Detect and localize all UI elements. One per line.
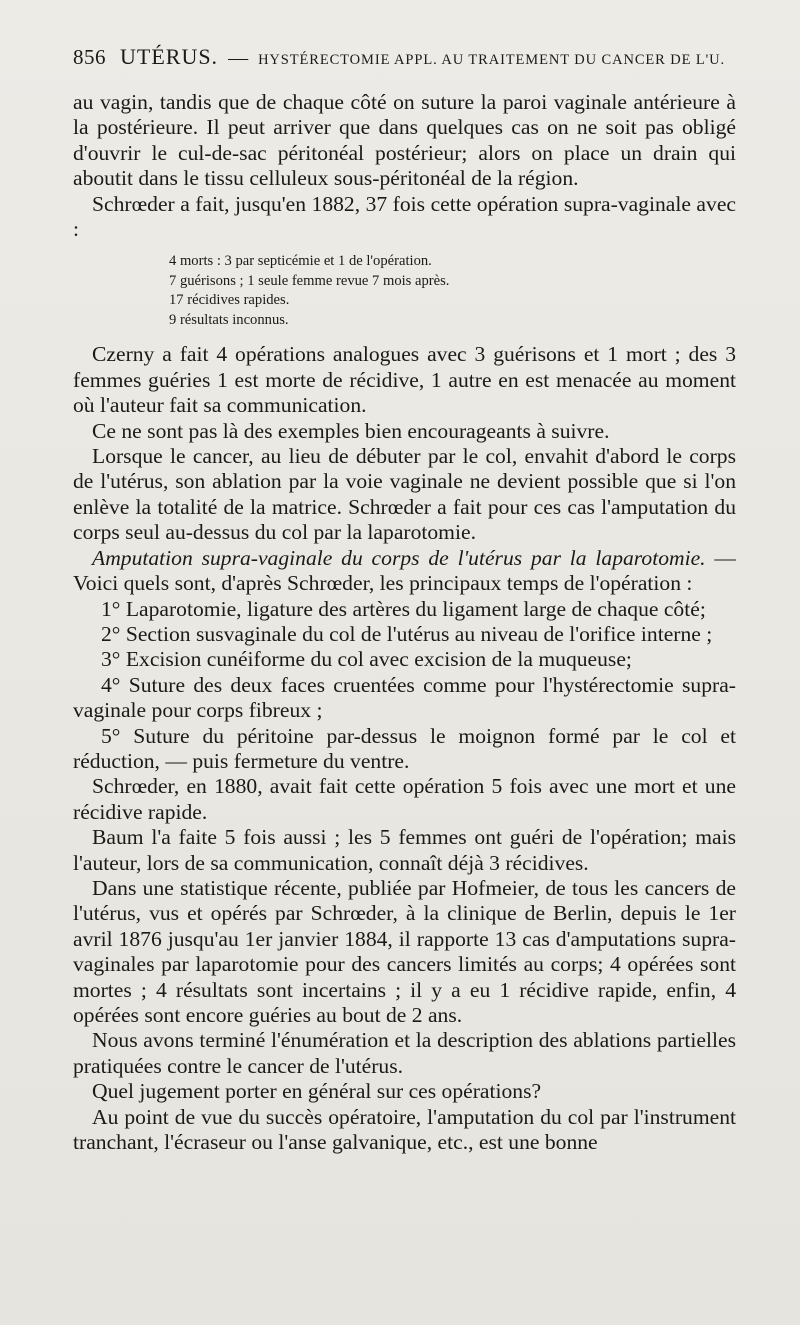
section-heading-paragraph	[73, 546, 736, 597]
paragraph: Lorsque le cancer, au lieu de débuter par le col, envahit d'abord le corps de l'utérus, son ablation par la voie vaginale ne devient possible que si l'on enlève la totalité de la matrice. Schrœder a fait pour ces cas l'amputation du corps seul au-dessus du col par la laparotomie.	[73, 444, 736, 545]
paragraph: Dans une statistique récente, publiée par Hofmeier, de tous les cancers de l'utérus, vus et opérés par Schrœder, à la clinique de Berlin, depuis le 1er avril 1876 jusqu'au 1er janvier 1884, il rapporte 13 cas d'amputations supra-vaginales par laparotomie pour des cancers limités au corps; 4 opérées sont mortes ; 4 résultats sont incertains ; il y a eu 1 récidive rapide, enfin, 4 opérées sont encore guéries au bout de 2 ans.	[73, 875, 736, 1027]
running-title: UTÉRUS.	[120, 44, 219, 69]
statistics-list	[169, 252, 736, 330]
paragraph: Nous avons terminé l'énumération et la description des ablations partielles pratiquées contre le cancer de l'utérus.	[73, 1028, 736, 1078]
paragraph: Quel jugement porter en général sur ces opérations?	[92, 1079, 542, 1104]
paragraph: au vagin, tandis que de chaque côté on suture la paroi vaginale antérieure à la postérieure. Il peut arriver que dans quelques cas on ne soit pas obligé d'ouvrir le cul-de-sac péritonéal postérieur; alors on place un drain qui aboutit dans le tissu celluleux sous-péritonéal de la région.	[73, 90, 736, 191]
running-subtitle: HYSTÉRECTOMIE APPL. AU TRAITEMENT DU CANCER DE L'U.	[258, 52, 726, 68]
section-intro: — Voici quels sont, d'après Schrœder, les principaux temps de l'opération :	[73, 545, 736, 596]
paragraph: Czerny a fait 4 opérations analogues avec 3 guérisons et 1 mort ; des 3 femmes guéries 1 est morte de récidive, 1 autre en est menacée au moment où l'auteur fait sa communication.	[73, 342, 736, 418]
paragraph: Ce ne sont pas là des exemples bien encourageants à suivre.	[92, 418, 610, 443]
statistic-line: 4 morts : 3 par septicémie et 1 de l'opération.	[169, 253, 432, 270]
section-heading: Amputation supra-vaginale du corps de l'utérus par la laparotomie.	[92, 545, 706, 570]
paragraph: Schrœder, en 1880, avait fait cette opération 5 fois avec une mort et une récidive rapide.	[73, 774, 736, 824]
step-item: 4° Suture des deux faces cruentées comme pour l'hystérectomie supra-vaginale pour corps fibreux ;	[73, 672, 736, 723]
step-item: 5° Suture du péritoine par-dessus le moignon formé par le col et réduction, — puis fermeture du ventre.	[73, 723, 736, 773]
statistic-line: 17 récidives rapides.	[169, 292, 290, 309]
page-number: 856	[73, 45, 106, 69]
step-item: 2° Section susvaginale du col de l'utérus au niveau de l'orifice interne ;	[101, 621, 713, 646]
statistic-line: 9 résultats inconnus.	[169, 311, 289, 328]
step-item: 1° Laparotomie, ligature des artères du ligament large de chaque côté;	[101, 596, 706, 621]
body-text	[73, 90, 736, 1155]
paragraph: Schrœder a fait, jusqu'en 1882, 37 fois cette opération supra-vaginale avec :	[73, 191, 736, 242]
running-dash: —	[228, 47, 249, 69]
step-item: 3° Excision cunéiforme du col avec excision de la muqueuse;	[101, 647, 632, 672]
paragraph: Baum l'a faite 5 fois aussi ; les 5 femmes ont guéri de l'opération; mais l'auteur, lors de sa communication, connaît déjà 3 récidives.	[73, 825, 736, 875]
statistic-line: 7 guérisons ; 1 seule femme revue 7 mois après.	[169, 272, 450, 289]
paragraph: Au point de vue du succès opératoire, l'amputation du col par l'instrument tranchant, l'écraseur ou l'anse galvanique, etc., est une bonne	[73, 1104, 736, 1155]
running-header	[73, 44, 736, 82]
